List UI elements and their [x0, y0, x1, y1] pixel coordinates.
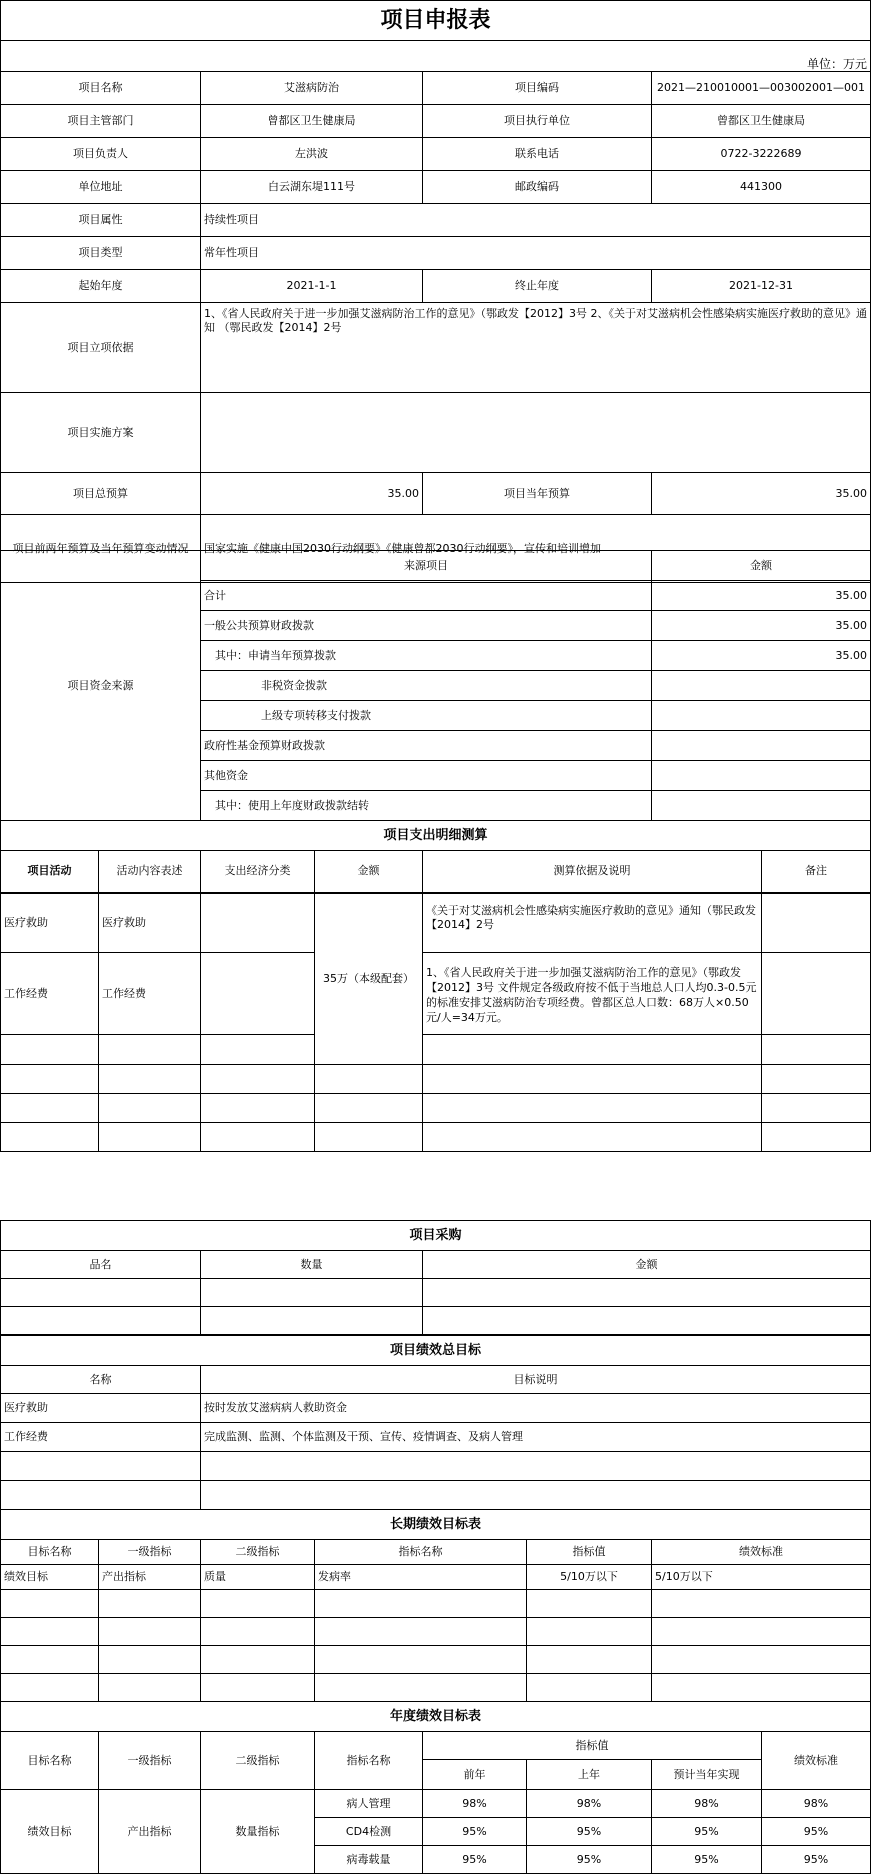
funding-row: 一般公共预算财政拨款 [201, 611, 652, 641]
project-name-value: 艾滋病防治 [201, 72, 423, 105]
expense-class [201, 893, 315, 953]
start-label: 起始年度 [1, 270, 201, 303]
longterm-header: 指标值 [527, 1540, 652, 1565]
longterm-standard: 5/10万以下 [652, 1565, 871, 1590]
annual-goal: 绩效目标 [1, 1790, 99, 1874]
annual-indicator: CD4检测 [315, 1818, 423, 1846]
expense-header: 测算依据及说明 [423, 851, 762, 893]
annual-value: 98% [527, 1790, 652, 1818]
funding-amount [652, 791, 871, 821]
exec-value: 曾都区卫生健康局 [652, 105, 871, 138]
funding-row: 政府性基金预算财政拨款 [201, 731, 652, 761]
expense-header: 活动内容表述 [99, 851, 201, 893]
year-budget-value: 35.00 [652, 473, 871, 515]
longterm-level2: 质量 [201, 1565, 315, 1590]
longterm-indicator: 发病率 [315, 1565, 527, 1590]
dept-value: 曾都区卫生健康局 [201, 105, 423, 138]
annual-value: 95% [527, 1818, 652, 1846]
funding-label: 项目资金来源 [1, 551, 201, 821]
budget-change-value: 国家实施《健康中国2030行动纲要》《健康曾都2030行动纲要》，宣传和培训增加 [201, 515, 871, 583]
annual-subheader: 前年 [423, 1760, 527, 1790]
annual-header: 绩效标准 [762, 1732, 871, 1790]
goal-desc: 完成监测、监测、个体监测及干预、宣传、疫情调查、及病人管理 [201, 1423, 871, 1452]
budget-change-label: 项目前两年预算及当年预算变动情况 [1, 515, 201, 583]
funding-amount [652, 701, 871, 731]
postcode-label: 邮政编码 [423, 171, 652, 204]
annual-table [0, 1701, 871, 1874]
year-budget-label: 项目当年预算 [423, 473, 652, 515]
annual-value: 98% [652, 1790, 762, 1818]
annual-value: 95% [652, 1846, 762, 1874]
project-name-label: 项目名称 [1, 72, 201, 105]
unit-label: 单位：万元 [1, 41, 871, 72]
funding-table [0, 550, 871, 821]
leader-label: 项目负责人 [1, 138, 201, 171]
expense-desc: 医疗救助 [99, 893, 201, 953]
phone-value: 0722-3222689 [652, 138, 871, 171]
postcode-value: 441300 [652, 171, 871, 204]
annual-value: 95% [423, 1846, 527, 1874]
page-title: 项目申报表 [1, 1, 871, 41]
funding-row: 非税资金拨款 [201, 671, 652, 701]
annual-value: 95% [527, 1846, 652, 1874]
longterm-title: 长期绩效目标表 [1, 1510, 871, 1540]
plan-value [201, 393, 871, 473]
funding-amount: 35.00 [652, 611, 871, 641]
annual-header: 指标值 [423, 1732, 762, 1760]
funding-amount [652, 761, 871, 791]
longterm-value: 5/10万以下 [527, 1565, 652, 1590]
annual-indicator: 病人管理 [315, 1790, 423, 1818]
annual-header: 指标名称 [315, 1732, 423, 1790]
basic-info-table [0, 0, 871, 583]
annual-standard: 95% [762, 1818, 871, 1846]
annual-value: 95% [652, 1818, 762, 1846]
expense-header: 备注 [762, 851, 871, 893]
leader-value: 左洪波 [201, 138, 423, 171]
attr-value: 持续性项目 [201, 204, 871, 237]
purchase-header: 数量 [201, 1251, 423, 1279]
expense-amount: 35万（本级配套） [315, 893, 423, 1065]
annual-value: 95% [423, 1818, 527, 1846]
longterm-header: 绩效标准 [652, 1540, 871, 1565]
expense-header: 金额 [315, 851, 423, 893]
annual-level1: 产出指标 [99, 1790, 201, 1874]
type-label: 项目类型 [1, 237, 201, 270]
expense-activity: 医疗救助 [1, 893, 99, 953]
expense-basis: 1、《省人民政府关于进一步加强艾滋病防治工作的意见》（鄂政发【2012】3号 文件规定各级政府按不低于当地总人口人均0.3-0.5元的标准安排艾滋病防治专项经费。曾都区总人口数：68万人×0.50元/人=34万元。 [423, 953, 762, 1035]
annual-subheader: 上年 [527, 1760, 652, 1790]
longterm-table [0, 1509, 871, 1702]
funding-row: 其中：申请当年预算拨款 [201, 641, 652, 671]
longterm-header: 二级指标 [201, 1540, 315, 1565]
purchase-header: 品名 [1, 1251, 201, 1279]
start-value: 2021-1-1 [201, 270, 423, 303]
funding-amount [652, 671, 871, 701]
expense-note [762, 953, 871, 1035]
funding-amount [652, 731, 871, 761]
funding-amount: 35.00 [652, 641, 871, 671]
funding-row: 其中：使用上年度财政拨款结转 [201, 791, 652, 821]
annual-header: 目标名称 [1, 1732, 99, 1790]
purchase-table [0, 1220, 871, 1335]
project-code-label: 项目编码 [423, 72, 652, 105]
goal-header: 目标说明 [201, 1366, 871, 1394]
total-budget-label: 项目总预算 [1, 473, 201, 515]
expense-header: 项目活动 [1, 851, 99, 893]
attr-label: 项目属性 [1, 204, 201, 237]
funding-row: 其他资金 [201, 761, 652, 791]
end-value: 2021-12-31 [652, 270, 871, 303]
annual-level2: 数量指标 [201, 1790, 315, 1874]
annual-standard: 98% [762, 1790, 871, 1818]
address-value: 白云湖东堤111号 [201, 171, 423, 204]
expense-activity: 工作经费 [1, 953, 99, 1035]
goal-name: 医疗救助 [1, 1394, 201, 1423]
exec-label: 项目执行单位 [423, 105, 652, 138]
purchase-header: 金额 [423, 1251, 871, 1279]
funding-row: 上级专项转移支付拨款 [201, 701, 652, 731]
annual-header: 二级指标 [201, 1732, 315, 1790]
longterm-header: 目标名称 [1, 1540, 99, 1565]
annual-indicator: 病毒载量 [315, 1846, 423, 1874]
annual-value: 98% [423, 1790, 527, 1818]
expense-class [201, 953, 315, 1035]
goal-title: 项目绩效总目标 [1, 1336, 871, 1366]
annual-header: 一级指标 [99, 1732, 201, 1790]
annual-subheader: 预计当年实现 [652, 1760, 762, 1790]
basis-value: 1、《省人民政府关于进一步加强艾滋病防治工作的意见》（鄂政发【2012】3号 2、《关于对艾滋病机会性感染病实施医疗救助的意见》通知 （鄂民政发【2014】2号 [201, 303, 871, 393]
goal-header: 名称 [1, 1366, 201, 1394]
plan-label: 项目实施方案 [1, 393, 201, 473]
end-label: 终止年度 [423, 270, 652, 303]
expense-title: 项目支出明细测算 [1, 821, 871, 851]
longterm-level1: 产出指标 [99, 1565, 201, 1590]
expense-table [0, 820, 871, 1152]
project-code-value: 2021—210010001—003002001—001 [652, 72, 871, 105]
funding-row: 合计 [201, 581, 652, 611]
annual-title: 年度绩效目标表 [1, 1702, 871, 1732]
expense-desc: 工作经费 [99, 953, 201, 1035]
purchase-title: 项目采购 [1, 1221, 871, 1251]
longterm-header: 一级指标 [99, 1540, 201, 1565]
expense-note [762, 893, 871, 953]
total-budget-value: 35.00 [201, 473, 423, 515]
annual-standard: 95% [762, 1846, 871, 1874]
dept-label: 项目主管部门 [1, 105, 201, 138]
address-label: 单位地址 [1, 171, 201, 204]
funding-header-amount: 金额 [652, 551, 871, 581]
goal-table [0, 1335, 871, 1510]
goal-desc: 按时发放艾滋病病人救助资金 [201, 1394, 871, 1423]
expense-header: 支出经济分类 [201, 851, 315, 893]
phone-label: 联系电话 [423, 138, 652, 171]
longterm-goal: 绩效目标 [1, 1565, 99, 1590]
funding-header-source: 来源项目 [201, 551, 652, 581]
longterm-header: 指标名称 [315, 1540, 527, 1565]
funding-amount: 35.00 [652, 581, 871, 611]
goal-name: 工作经费 [1, 1423, 201, 1452]
type-value: 常年性项目 [201, 237, 871, 270]
basis-label: 项目立项依据 [1, 303, 201, 393]
expense-basis: 《关于对艾滋病机会性感染病实施医疗救助的意见》通知（鄂民政发【2014】2号 [423, 893, 762, 953]
